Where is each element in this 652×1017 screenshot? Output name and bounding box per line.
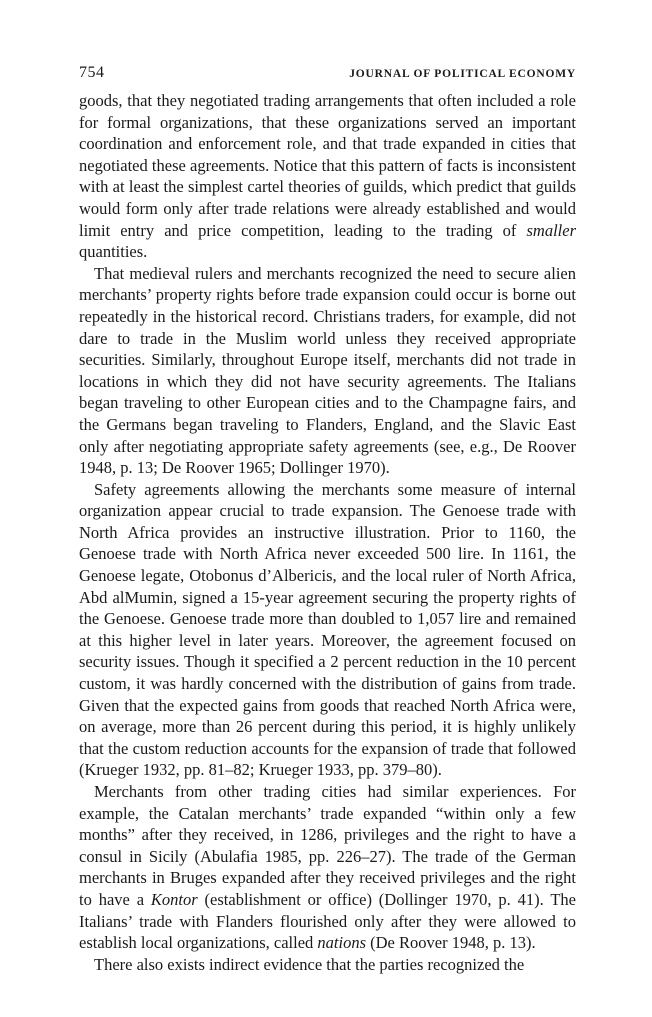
document-page [79,64,576,975]
running-head [79,64,576,86]
text-run: There also exists indirect evidence that the parties recognized the [94,954,525,974]
text-run: (De Roover 1948, p. 13). [366,933,536,953]
paragraph [79,954,576,976]
text-run: Merchants from other trading cities had similar experiences. For example, the Catalan merchants’ trade expanded “within only a few months” after they received, in 1286, privileges and the right to have a consul in Sicily (Abulafia 1985, pp. 226–27). The trade of the German merchants in Bruges expanded after they received privileges and the right to have a [79,782,576,909]
text-run: quantities. [79,242,148,262]
paragraph [79,90,576,263]
paragraph [79,263,576,479]
journal-title: JOURNAL OF POLITICAL ECONOMY [349,68,576,80]
italic-term: smaller [526,220,576,240]
text-run: (establishment or office) (Dollinger 1970, p. 41). The Italians’ trade with Flanders flourished only after they were allowed to establish local organizations, called [79,889,576,953]
paragraph [79,479,576,781]
italic-term: nations [317,933,367,953]
page-number: 754 [79,64,105,81]
paragraph [79,781,576,954]
body-text [79,90,576,975]
text-run: goods, that they negotiated trading arrangements that often included a role for formal organizations, that these organizations served an important coordination and enforcement role, and that trade expanded in cities that negotiated these agreements. Notice that this pattern of facts is inconsistent with at least the simplest cartel theories of guilds, which predict that guilds would form only after trade relations were already established and would limit entry and price competition, leading to the trading of [79,91,576,240]
italic-term: Kontor [150,889,198,909]
text-run: That medieval rulers and merchants recognized the need to secure alien merchants’ property rights before trade expansion could occur is borne out repeatedly in the historical record. Christians traders, for example, did not dare to trade in the Muslim world unless they received appropriate securities. Similarly, throughout Europe itself, merchants did not trade in locations in which they did not have security agreements. The Italians began traveling to other European cities and to the Champagne fairs, and the Germans began traveling to Flanders, England, and the Slavic East only after negotiating appropriate safety agreements (see, e.g., De Roover 1948, p. 13; De Roover 1965; Dollinger 1970). [79,263,576,478]
text-run: Safety agreements allowing the merchants some measure of internal organization appear crucial to trade expansion. The Genoese trade with North Africa provides an instructive illustration. Prior to 1160, the Genoese trade with North Africa never exceeded 500 lire. In 1161, the Genoese legate, Otobonus d’Albericis, and the local ruler of North Africa, Abd alMumin, signed a 15-year agreement securing the property rights of the Genoese. Genoese trade more than doubled to 1,057 lire and remained at this higher level in later years. Moreover, the agreement focused on security issues. Though it specified a 2 percent reduction in the 10 percent custom, it was hardly concerned with the distribution of gains from trade. Given that the expected gains from goods that reached North Africa were, on average, more than 26 percent during this period, it is highly unlikely that the custom reduction accounts for the expansion of trade that followed (Krueger 1932, pp. 81–82; Krueger 1933, pp. 379–80). [79,479,576,780]
